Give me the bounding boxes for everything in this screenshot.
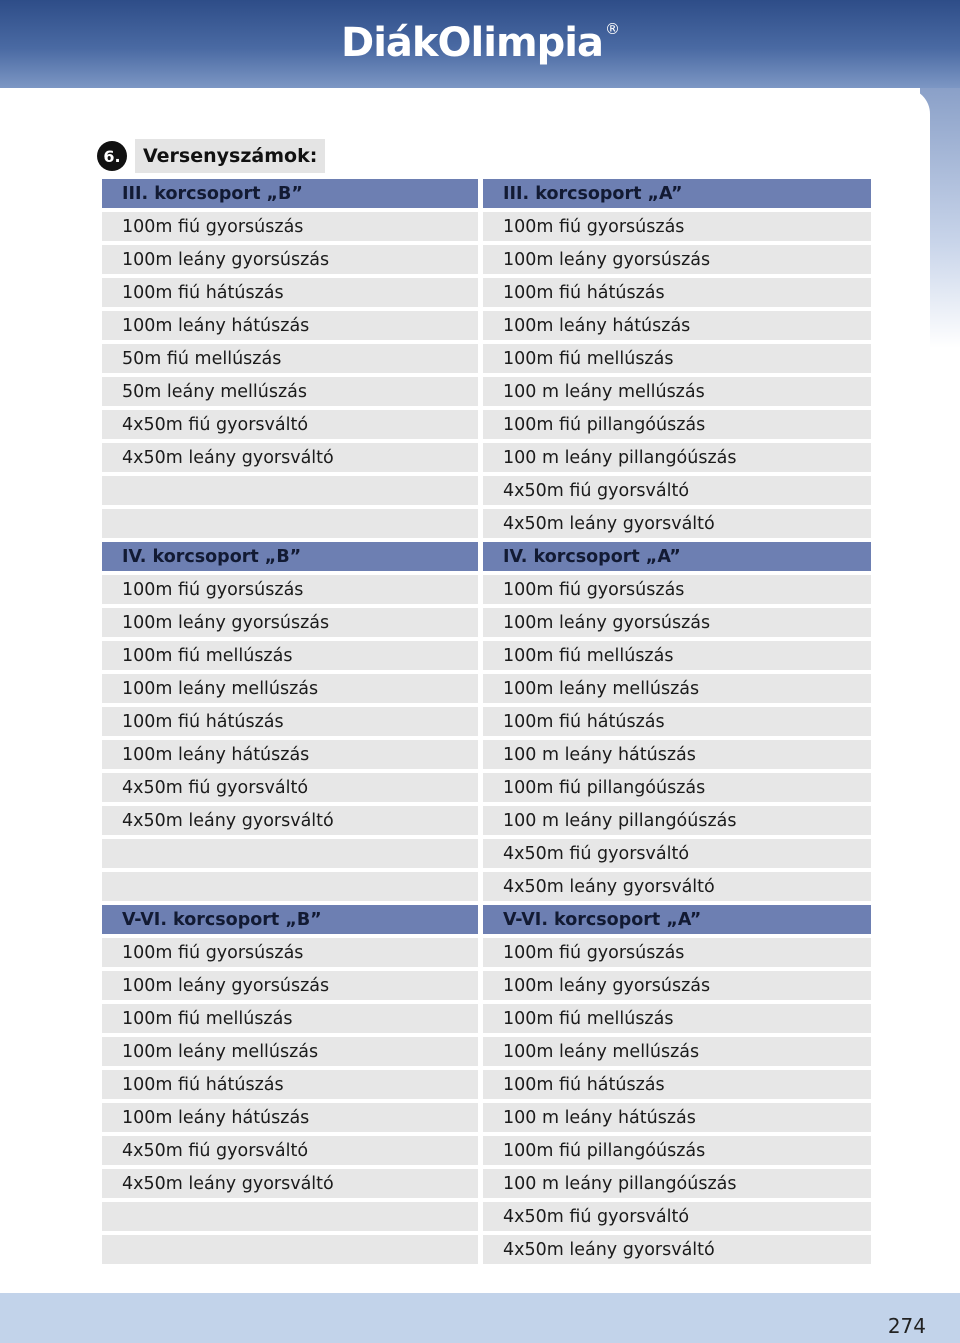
event-row: 4x50m leány gyorsváltó — [102, 806, 478, 835]
section-heading — [97, 139, 325, 173]
event-row: 100m fiú mellúszás — [483, 1004, 871, 1033]
age-group-header: III. korcsoport „B” — [102, 179, 478, 208]
event-row: 100m leány mellúszás — [102, 1037, 478, 1066]
event-row: 100m fiú hátúszás — [102, 278, 478, 307]
event-row: 100m fiú hátúszás — [102, 707, 478, 736]
event-row: 100m fiú gyorsúszás — [102, 212, 478, 241]
page-number: 274 — [887, 1314, 926, 1338]
left-event-column — [102, 179, 478, 1268]
event-row — [102, 1202, 478, 1231]
logo-text: DiákOlimpia — [341, 20, 603, 66]
event-row: 100m leány gyorsúszás — [483, 971, 871, 1000]
event-row: 100m leány gyorsúszás — [102, 608, 478, 637]
event-row: 4x50m leány gyorsváltó — [483, 872, 871, 901]
event-row: 100m leány gyorsúszás — [483, 608, 871, 637]
event-row: 100m leány gyorsúszás — [483, 245, 871, 274]
event-row: 100m fiú mellúszás — [102, 641, 478, 670]
section-title: Versenyszámok: — [135, 139, 325, 173]
event-row: 100 m leány hátúszás — [483, 1103, 871, 1132]
age-group-header: V-VI. korcsoport „B” — [102, 905, 478, 934]
diakolimpia-logo — [0, 20, 960, 66]
age-group-header: IV. korcsoport „B” — [102, 542, 478, 571]
event-row — [102, 872, 478, 901]
event-row: 100m leány hátúszás — [483, 311, 871, 340]
event-row: 4x50m leány gyorsváltó — [102, 443, 478, 472]
event-row: 100m leány mellúszás — [483, 674, 871, 703]
event-row: 100m fiú hátúszás — [102, 1070, 478, 1099]
page-footer — [0, 1293, 960, 1343]
event-row: 100m fiú gyorsúszás — [483, 938, 871, 967]
event-row — [102, 1235, 478, 1264]
event-row: 4x50m fiú gyorsváltó — [483, 839, 871, 868]
section-number-badge: 6. — [97, 141, 127, 171]
event-row: 100m leány gyorsúszás — [102, 245, 478, 274]
event-row: 100m fiú gyorsúszás — [483, 212, 871, 241]
event-row: 100 m leány pillangóúszás — [483, 1169, 871, 1198]
event-row: 4x50m leány gyorsváltó — [102, 1169, 478, 1198]
event-row: 100m fiú mellúszás — [483, 641, 871, 670]
event-row: 100m fiú gyorsúszás — [102, 938, 478, 967]
event-row — [102, 509, 478, 538]
event-row: 100m fiú pillangóúszás — [483, 410, 871, 439]
age-group-header: V-VI. korcsoport „A” — [483, 905, 871, 934]
event-row: 4x50m leány gyorsváltó — [483, 509, 871, 538]
event-row: 100 m leány mellúszás — [483, 377, 871, 406]
event-row: 50m fiú mellúszás — [102, 344, 478, 373]
event-row — [102, 839, 478, 868]
event-row — [102, 476, 478, 505]
event-row: 100m leány hátúszás — [102, 740, 478, 769]
event-row: 100m fiú gyorsúszás — [483, 575, 871, 604]
event-row: 100m fiú hátúszás — [483, 278, 871, 307]
event-row: 100 m leány hátúszás — [483, 740, 871, 769]
event-row: 4x50m fiú gyorsváltó — [483, 1202, 871, 1231]
event-row: 100m leány gyorsúszás — [102, 971, 478, 1000]
event-row: 100m fiú pillangóúszás — [483, 1136, 871, 1165]
age-group-header: III. korcsoport „A” — [483, 179, 871, 208]
event-row: 100m fiú hátúszás — [483, 1070, 871, 1099]
event-row: 100m fiú mellúszás — [483, 344, 871, 373]
event-row: 100m leány mellúszás — [102, 674, 478, 703]
registered-mark: ® — [604, 20, 619, 38]
event-row: 100m fiú gyorsúszás — [102, 575, 478, 604]
event-row: 100m fiú hátúszás — [483, 707, 871, 736]
event-row: 4x50m fiú gyorsváltó — [483, 476, 871, 505]
event-row: 4x50m fiú gyorsváltó — [102, 410, 478, 439]
event-row: 100 m leány pillangóúszás — [483, 443, 871, 472]
age-group-header: IV. korcsoport „A” — [483, 542, 871, 571]
event-row: 4x50m leány gyorsváltó — [483, 1235, 871, 1264]
event-row: 100m leány hátúszás — [102, 311, 478, 340]
event-row: 100 m leány pillangóúszás — [483, 806, 871, 835]
event-row: 50m leány mellúszás — [102, 377, 478, 406]
event-row: 100m leány mellúszás — [483, 1037, 871, 1066]
event-row: 100m fiú mellúszás — [102, 1004, 478, 1033]
event-row: 4x50m fiú gyorsváltó — [102, 1136, 478, 1165]
event-row: 100m leány hátúszás — [102, 1103, 478, 1132]
event-row: 100m fiú pillangóúszás — [483, 773, 871, 802]
right-event-column — [483, 179, 871, 1268]
event-row: 4x50m fiú gyorsváltó — [102, 773, 478, 802]
